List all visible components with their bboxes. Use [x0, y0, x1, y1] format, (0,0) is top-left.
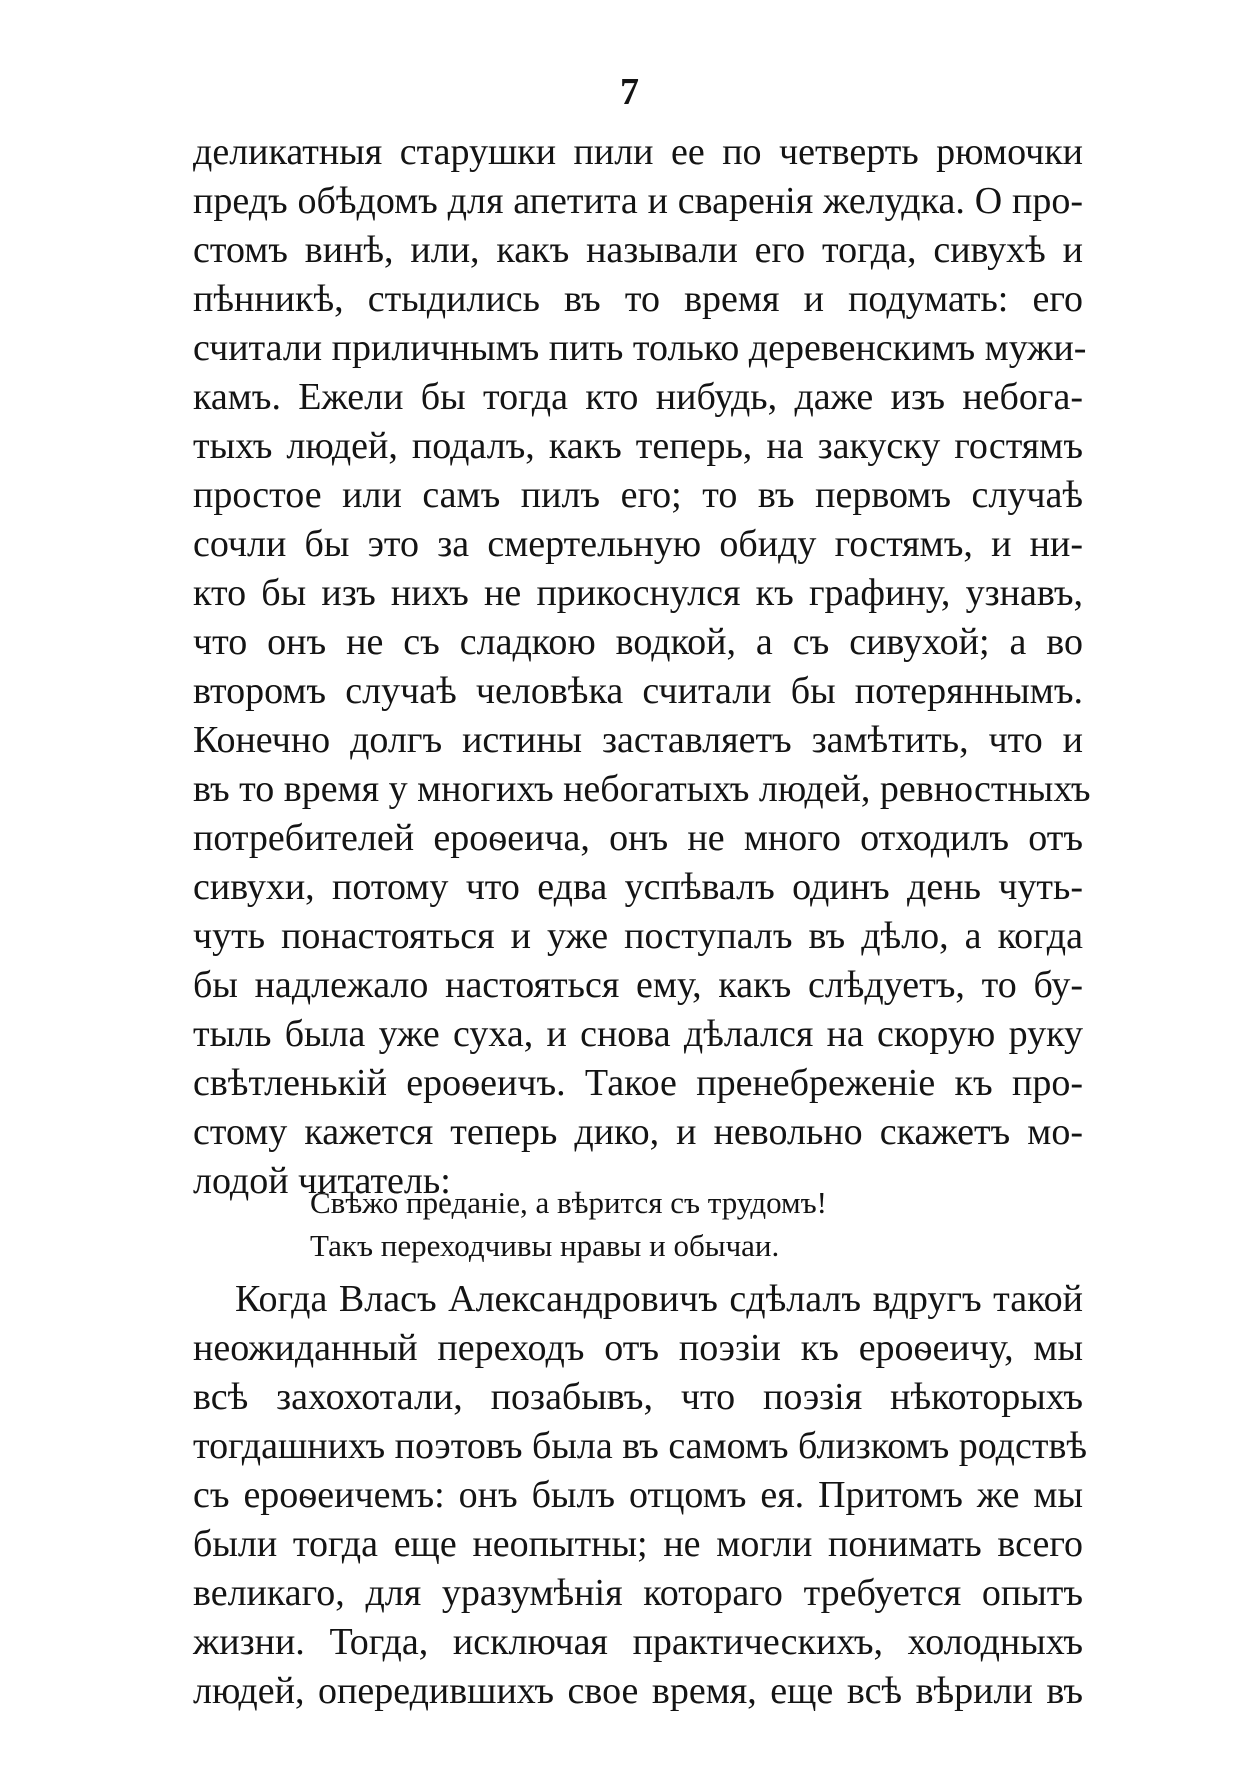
text-line: второмъ случаѣ человѣка считали бы потеряннымъ.: [193, 670, 1083, 712]
text-line: предъ обѣдомъ для апетита и сваренія желудка. О про-: [193, 180, 1083, 222]
text-line: были тогда еще неопытны; не могли понимать всего: [193, 1523, 1083, 1565]
verse-line: Свѣжо преданіе, а вѣрится съ трудомъ!: [310, 1185, 827, 1220]
text-line: сочли бы это за смертельную обиду гостямъ, и ни-: [193, 523, 1083, 565]
page-number: 7: [620, 71, 639, 113]
text-line: что онъ не съ сладкою водкой, а съ сивухой; а во: [193, 621, 1083, 663]
text-line: свѣтленькій ероѳеичъ. Такое пренебреженіе къ про-: [193, 1062, 1083, 1104]
text-line: стомъ винѣ, или, какъ называли его тогда, сивухѣ и: [193, 229, 1083, 271]
text-line: считали приличнымъ пить только деревенскимъ мужи-: [193, 327, 1087, 369]
text-line: деликатныя старушки пили ее по четверть рюмочки: [193, 131, 1083, 173]
text-line: тыхъ людей, подалъ, какъ теперь, на закуску гостямъ: [193, 425, 1083, 467]
text-line: неожиданный переходъ отъ поэзіи къ ероѳеичу, мы: [193, 1327, 1083, 1369]
text-line: бы надлежало настояться ему, какъ слѣдуетъ, то бу-: [193, 964, 1083, 1006]
text-line: всѣ захохотали, позабывъ, что поэзія нѣкоторыхъ: [193, 1376, 1083, 1418]
text-line: сивухи, потому что едва успѣвалъ одинъ день чуть-: [193, 866, 1083, 908]
text-line: Когда Власъ Александровичъ сдѣлалъ вдругъ такой: [235, 1278, 1083, 1320]
text-line: людей, опередившихъ свое время, еще всѣ вѣрили въ: [193, 1670, 1083, 1712]
verse-line: Такъ переходчивы нравы и обычаи.: [310, 1228, 780, 1263]
text-line: пѣнникѣ, стыдились въ то время и подумать: его: [193, 278, 1083, 320]
text-line: тыль была уже суха, и снова дѣлался на скорую руку: [193, 1013, 1083, 1055]
paragraph-2: [193, 1275, 1088, 1716]
text-line: великаго, для уразумѣнія котораго требуется опытъ: [193, 1572, 1083, 1614]
text-line: камъ. Ежели бы тогда кто нибудь, даже изъ небога-: [193, 376, 1083, 418]
text-line: стому кажется теперь дико, и невольно скажетъ мо-: [193, 1111, 1083, 1153]
text-line: тогдашнихъ поэтовъ была въ самомъ близкомъ родствѣ: [193, 1425, 1088, 1467]
paragraph-1: [193, 128, 1091, 1206]
text-line: потребителей ероѳеича, онъ не много отходилъ отъ: [193, 817, 1083, 859]
text-line: Конечно долгъ истины заставляетъ замѣтить, что и: [193, 719, 1083, 761]
text-line: простое или самъ пилъ его; то въ первомъ случаѣ: [193, 474, 1083, 516]
text-line: чуть понастояться и уже поступалъ въ дѣло, а когда: [193, 915, 1083, 957]
text-line: жизни. Тогда, исключая практическихъ, холодныхъ: [193, 1621, 1083, 1663]
verse-quote: [310, 1181, 827, 1267]
text-line: лодой читатель:: [193, 1160, 451, 1202]
text-line: съ ероѳеичемъ: онъ былъ отцомъ ея. Притомъ же мы: [193, 1474, 1083, 1516]
text-line: въ то время у многихъ небогатыхъ людей, ревностныхъ: [193, 768, 1091, 810]
text-line: кто бы изъ нихъ не прикоснулся къ графину, узнавъ,: [193, 572, 1083, 614]
